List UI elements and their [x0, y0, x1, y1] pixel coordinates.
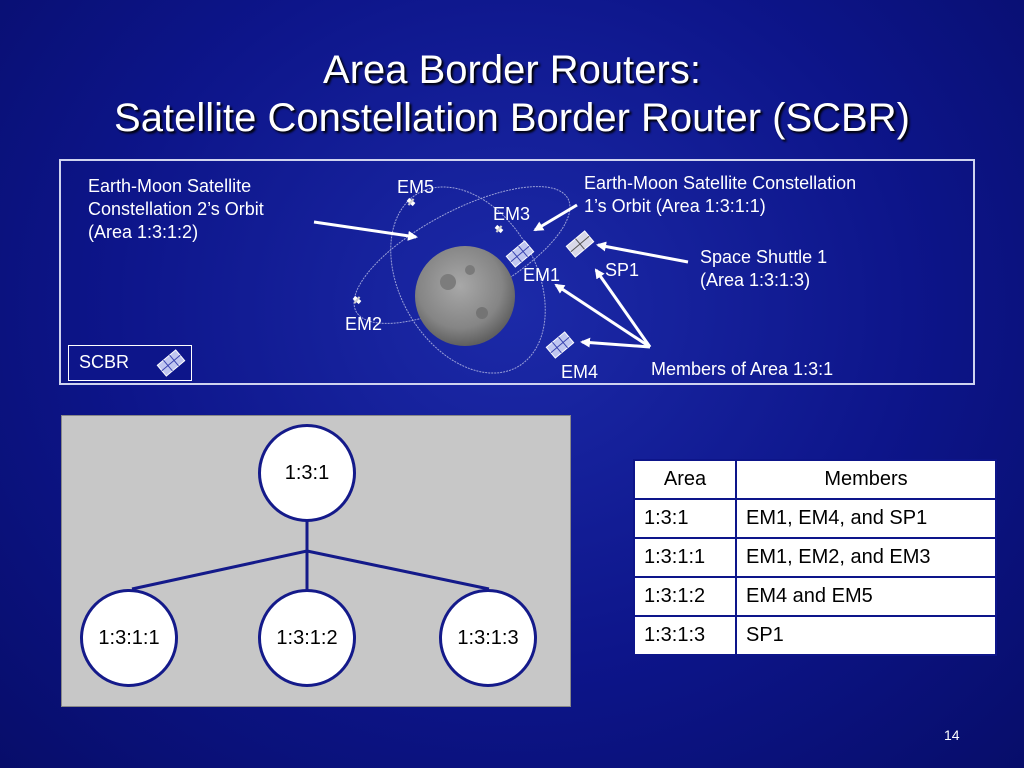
table-header-row: [634, 460, 996, 499]
orbit1-label: Earth-Moon Satellite Constellation 1’s Orbit (Area 1:3:1:1): [584, 173, 857, 216]
title-line-2: Satellite Constellation Border Router (SCBR): [114, 96, 910, 140]
table-cell-members: EM4 and EM5: [736, 577, 996, 616]
table-cell-area: 1:3:1:3: [634, 616, 736, 655]
em2-label: EM2: [345, 314, 383, 334]
table-row: [634, 499, 996, 538]
table-cell-area: 1:3:1: [634, 499, 736, 538]
tree-node-child-1: 1:3:1:1: [80, 589, 178, 687]
members-label: Members of Area 1:3:1: [651, 359, 834, 379]
table-cell-members: EM1, EM4, and SP1: [736, 499, 996, 538]
table-cell-members: EM1, EM2, and EM3: [736, 538, 996, 577]
orbit2-label: Earth-Moon Satellite Constellation 2’s Orbit (Area 1:3:1:2): [88, 176, 264, 242]
em5-label: EM5: [397, 177, 435, 197]
tree-node-root: 1:3:1: [258, 424, 356, 522]
tree-node-child-2: 1:3:1:2: [258, 589, 356, 687]
tree-edge-left: [132, 551, 307, 589]
satellite-icon: [69, 346, 193, 382]
table-header-area: Area: [634, 460, 736, 499]
table-cell-members: SP1: [736, 616, 996, 655]
em4-label: EM4: [561, 362, 599, 382]
table-row: [634, 538, 996, 577]
moon-crater-1: [440, 274, 456, 290]
title-line-1: Area Border Routers:: [323, 48, 701, 92]
moon-crater-2: [476, 307, 488, 319]
tree-edge-right: [307, 551, 489, 589]
area-hierarchy-tree: [61, 415, 571, 707]
table-header-members: Members: [736, 460, 996, 499]
em3-label: EM3: [493, 204, 531, 224]
table-row: [634, 616, 996, 655]
sp1-label: SP1: [605, 260, 640, 280]
table-row: [634, 577, 996, 616]
em4-satellite-icon: [546, 332, 573, 358]
arrow-member-em4: [582, 342, 650, 347]
table-cell-area: 1:3:1:2: [634, 577, 736, 616]
area-members-table: [633, 459, 997, 656]
em2-satellite-icon: [351, 294, 362, 305]
sp1-shuttle-icon: [566, 231, 593, 257]
tree-node-child-3: 1:3:1:3: [439, 589, 537, 687]
arrow-orbit2: [314, 222, 416, 237]
scbr-legend-label: SCBR: [79, 352, 130, 372]
em1-label: EM1: [523, 265, 561, 285]
moon: [415, 246, 515, 346]
page-number: 14: [944, 727, 960, 743]
arrow-orbit1: [535, 205, 577, 230]
shuttle-label: Space Shuttle 1 (Area 1:3:1:3): [700, 247, 828, 290]
scbr-legend: [68, 345, 192, 381]
moon-crater-3: [465, 265, 475, 275]
table-cell-area: 1:3:1:1: [634, 538, 736, 577]
